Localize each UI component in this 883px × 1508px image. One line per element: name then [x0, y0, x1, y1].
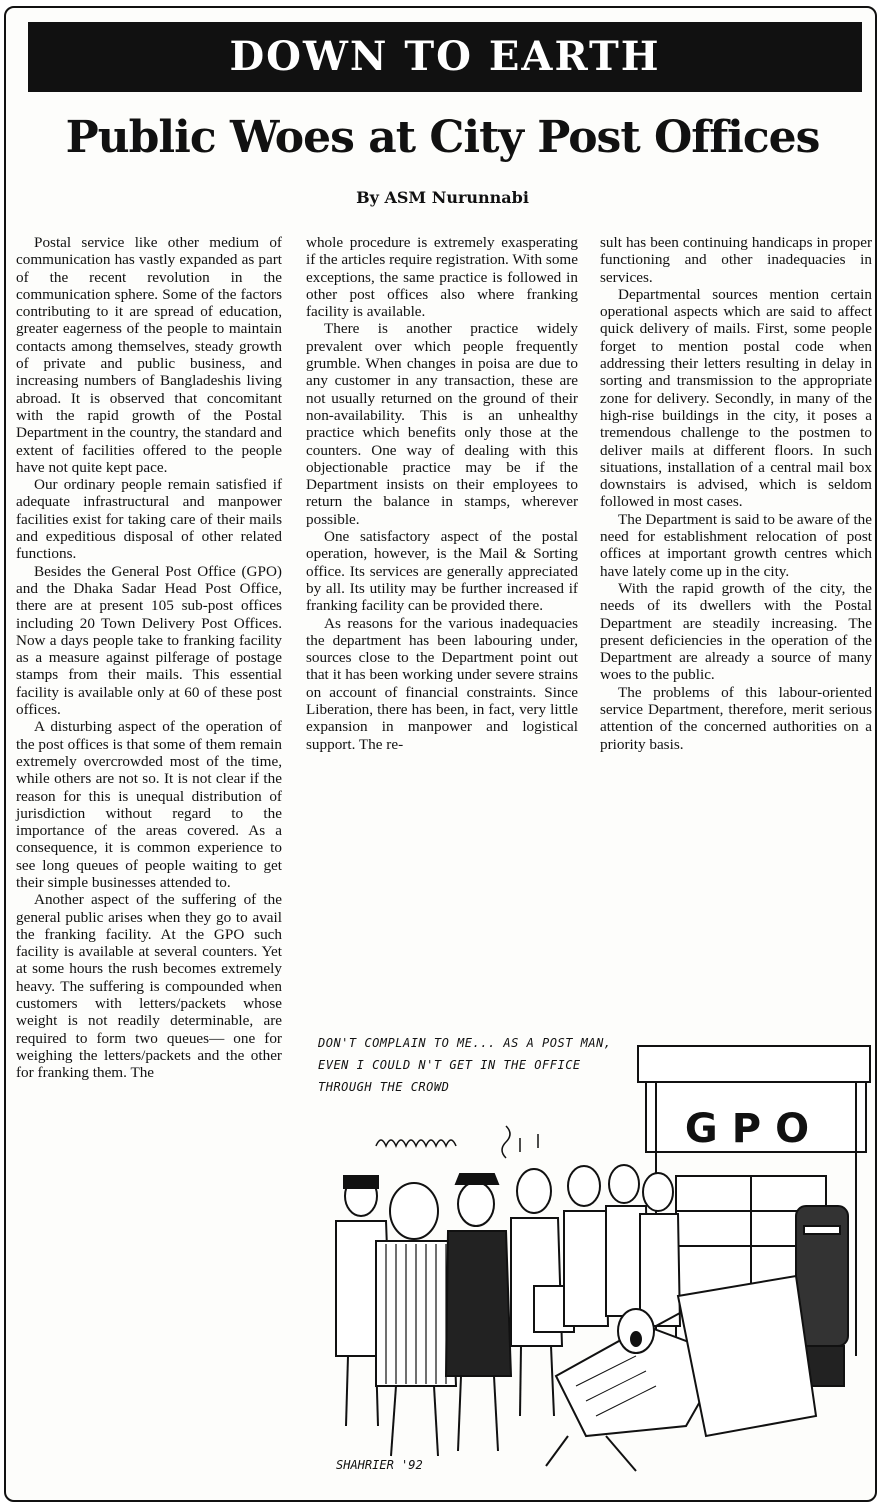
gpo-sign: GPO [684, 1106, 824, 1152]
paragraph: Postal service like other medium of communication has vastly expanded as part of the recent revolution in the communication sphere. Some of the factors contributing to it are spread of education, greater eagerness of the people to maintain contacts among themselves, steady growth of private and public business, and increasing numbers of Bangladeshis living abroad. It is observed that concomitant with the rapid growth of the Postal Department in the country, the standard and extent of facilities offered to the people have not quite kept pace. [16, 234, 282, 476]
cartoonist-signature: SHAHRIER '92 [336, 1458, 423, 1472]
paragraph: Besides the General Post Office (GPO) and the Dhaka Sadar Head Post Office, there are at present 105 sub-post offices including 20 Town Delivery Post Offices. Now a days people take to franking facility as a measure against pilferage of postage stamps from their mails. This essential facility is available only at 60 of these post offices. [16, 562, 282, 719]
paragraph: Another aspect of the suffering of the general public arises when they go to avail the franking facility. At the GPO such facility is available at several counters. Yet at some hours the rush becomes extremely heavy. The suffering is compounded when customers with letters/packets whose weight is not readily determinable, are required to form two queues— one for weighing the letters/packets and the other for franking them. The [16, 891, 282, 1082]
column-1 [16, 234, 282, 1082]
paragraph: With the rapid growth of the city, the needs of its dwellers with the Postal Department are steadily increasing. The present deficiencies in the operation of the Department are already a source of many woes to the public. [600, 579, 872, 684]
paragraph: As reasons for the various inadequacies the department has been labouring under, sources close to the Department point out that it has been working under severe strains on account of financial constraints. Since Liberation, there has been, in fact, very little expansion in manpower and logistical support. The re- [306, 614, 578, 753]
crowd-hair-scribbles [376, 1126, 538, 1158]
paragraph: One satisfactory aspect of the postal operation, however, is the Mail & Sorting office. Its services are generally appreciated by all. Its utility may be further increased if franking facility can be provided there. [306, 528, 578, 615]
paragraph: Our ordinary people remain satisfied if adequate infrastructural and manpower facilities exist for taking care of their mails and expeditious disposal of other related functions. [16, 476, 282, 563]
paragraph: The Department is said to be aware of the need for establishment relocation of post offices at important growth centres which have lately come up in the city. [600, 510, 872, 580]
byline: By ASM Nurunnabi [356, 188, 529, 207]
cartoon-caption: DON'T COMPLAIN TO ME... AS A POST MAN, EVEN I COULD N'T GET IN THE OFFICE THROUGH THE CROWD [318, 1036, 612, 1094]
headline: Public Woes at City Post Offices [65, 112, 820, 163]
paragraph: Departmental sources mention certain operational aspects which are said to affect quick delivery of mails. First, some people forget to mention postal code when addressing their letters resulting in delay in sorting and transmission to the appropriate zone for delivery. Secondly, in many of the high-rise buildings in the city, it poses a tremendous challenge to the postmen to deliver mails at different floors. In such situations, installation of a central mail box downstairs is advised, which is seldom followed in most cases. [600, 285, 872, 511]
column-3 [600, 234, 872, 753]
paragraph: There is another practice widely prevalent over which people frequently grumble. When changes in poisa are due to any customer in any transaction, these are not usually returned on the ground of their non-availability. This is an unhealthy practice which benefits only those at the counters. One way of dealing with this objectionable practice may be if the Department insists on their employees to return the balance in stamps, wherever possible. [306, 320, 578, 528]
paragraph: sult has been continuing handicaps in proper functioning and other inadequacies in services. [600, 234, 872, 286]
column-2 [306, 234, 578, 753]
article-page [4, 6, 877, 1502]
cartoon-illustration [306, 1026, 876, 1496]
paragraph: A disturbing aspect of the operation of the post offices is that some of them remain extremely overcrowded most of the time, while others are not so. It is not clear if the reason for this is unequal distribution of jurisdiction without regard to the importance of the areas covered. As a consequence, it is common experience to see long queues of people waiting to get their simple businesses attended to. [16, 718, 282, 891]
section-banner: DOWN TO EARTH [28, 22, 862, 92]
paragraph: The problems of this labour-oriented service Department, therefore, merit serious attention of the concerned authorities on a priority basis. [600, 683, 872, 753]
paragraph: whole procedure is extremely exasperating if the articles require registration. With some exceptions, the same practice is followed in other post offices also where franking facility is available. [306, 234, 578, 321]
